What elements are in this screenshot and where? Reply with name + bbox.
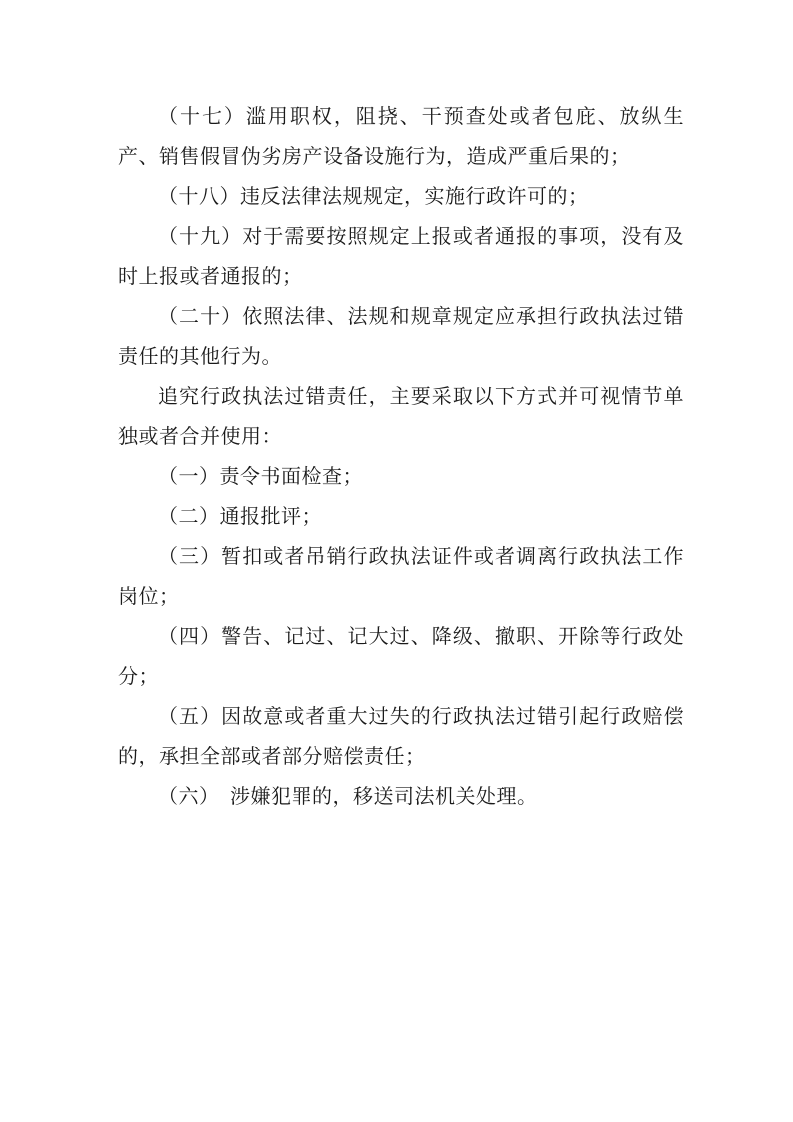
document-body <box>118 96 684 816</box>
measure-6: （六） 涉嫌犯罪的，移送司法机关处理。 <box>158 784 538 808</box>
clause-18: （十八）违反法律法规规定，实施行政许可的； <box>158 184 589 208</box>
measure-2: （二）通报批评； <box>158 504 322 528</box>
measure-3: （三）暂扣或者吊销行政执法证件或者调离行政执法工作岗位； <box>118 544 684 608</box>
measure-1: （一）责令书面检查； <box>158 464 363 488</box>
clause-19: （十九）对于需要按照规定上报或者通报的事项，没有及时上报或者通报的； <box>118 224 684 288</box>
liability-intro: 追究行政执法过错责任，主要采取以下方式并可视情节单独或者合并使用： <box>118 384 684 448</box>
clause-20: （二十）依照法律、法规和规章规定应承担行政执法过错责任的其他行为。 <box>118 304 684 368</box>
measure-4: （四）警告、记过、记大过、降级、撤职、开除等行政处分； <box>118 624 684 688</box>
measure-5: （五）因故意或者重大过失的行政执法过错引起行政赔偿的，承担全部或者部分赔偿责任； <box>118 704 684 768</box>
clause-17: （十七）滥用职权，阻挠、干预查处或者包庇、放纵生产、销售假冒伪劣房产设备设施行为，造成严重后果的； <box>118 104 684 168</box>
